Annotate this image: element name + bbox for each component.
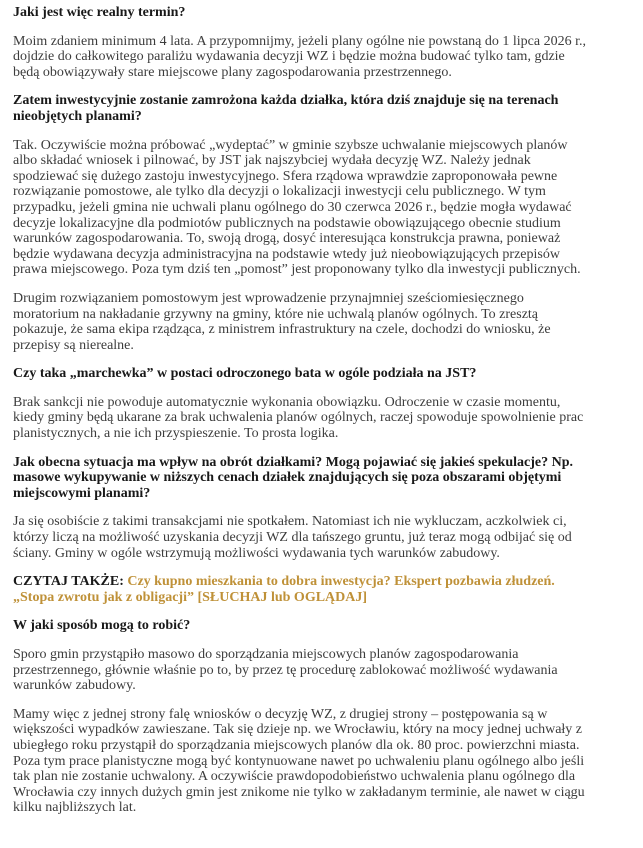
answer-paragraph: Drugim rozwiązaniem pomostowym jest wprowadzenie przynajmniej sześciomiesięcznego moratorium na nakładanie grzywny na gminy, które nie uchwalą planów ogólnych. To zresztą pokazuje, że sama ekipa rządząca, z ministrem infrastruktury na czele, dochodzi do wniosku, że przepisy są nierealne.: [13, 290, 551, 353]
answer-paragraph: Moim zdaniem minimum 4 lata. A przypomnijmy, jeżeli plany ogólne nie powstaną do 1 lipca 2026 r., dojdzie do całkowitego paraliżu wydawania decyzji WZ i będzie można budować tylko tam, gdzie będą obowiązywały stare miejscowe plany zagospodarowania przestrzennego.: [13, 33, 586, 80]
answer-paragraph: Tak. Oczywiście można próbować „wydeptać” w gminie szybsze uchwalanie miejscowych planów albo składać wniosek i pilnować, by JST jak najszybciej wydała decyzję WZ. Należy jednak spodziewać się dużego zastoju inwestycyjnego. Sfera rządowa wprawdzie zaproponowała pewne rozwiązanie pomostowe, ale tylko dla decyzji o lokalizacji inwestycji celu publicznego. W tym przypadku, jeżeli gmina nie uchwali planu ogólnego do 30 czerwca 2026 r., będzie mogła wydawać decyzje lokalizacyjne dla podmiotów publicznych na podstawie obowiązującego obecnie studium warunków zagospodarowania. To, swoją drogą, dosyć interesująca konstrukcja prawna, ponieważ będzie wydawana decyzja administracyjna na podstawie wtedy już nieobowiązujących przepisów prawa miejscowego. Poza tym dziś ten „pomost” jest proponowany tylko dla inwestycji publicznych.: [13, 137, 581, 278]
question-heading-zamrozona-dzialka: Zatem inwestycyjnie zostanie zamrożona każda działka, która dziś znajduje się na terenach nieobjętych planami?: [13, 93, 559, 124]
question-heading-w-jaki-sposob: W jaki sposób mogą to robić?: [13, 618, 191, 634]
question-heading-realny-termin: Jaki jest więc realny termin?: [13, 5, 186, 20]
answer-paragraph: Sporo gmin przystąpiło masowo do sporządzania miejscowych planów zagospodarowania przestrzennego, głównie właśnie po to, by przez tę procedurę zablokować możliwość wydawania warunków zabudowy.: [13, 647, 558, 694]
related-article-block: [13, 574, 591, 605]
answer-paragraph: Mamy więc z jednej strony falę wniosków o decyzję WZ, z drugiej strony – postępowania są w większości wypadków zawieszane. Tak się dzieje np. we Wrocławiu, który na mocy jednej uchwały z ubiegłego roku przystąpił do sporządzania miejscowych planów dla ok. 80 proc. powierzchni miasta. Poza tym prace planistyczne mogą być kontynuowane nawet po uchwaleniu planu ogólnego albo jeśli tak plan nie zostanie uchwalony. A oczywiście prawdopodobieństwo uchwalenia planu ogólnego dla Wrocławia czy innych dużych gmin jest znikome nie tylko w zakładanym terminie, ale nawet w ciągu kilku najbliższych lat.: [13, 706, 585, 816]
answer-paragraph: Ja się osobiście z takimi transakcjami nie spotkałem. Natomiast ich nie wykluczam, aczkolwiek ci, którzy liczą na możliwość uzyskania decyzji WZ dla tańszego gruntu, już teraz mogą odbijać się od ściany. Gminy w ogóle wstrzymują możliwości wydawania tych warunków zabudowy.: [13, 514, 572, 561]
answer-paragraph: Brak sankcji nie powoduje automatycznie wykonania obowiązku. Odroczenie w czasie momentu, kiedy gminy będą ukarane za brak uchwalenia planów ogólnych, raczej spowoduje spowolnienie prac planistycznych, a nie ich przyspieszenie. To prosta logika.: [13, 394, 584, 442]
related-article-link[interactable]: Czy kupno mieszkania to dobra inwestycja? Ekspert pozbawia złudzeń. „Stopa zwrotu jak z obligacji” [SŁUCHAJ lub OGLĄDAJ]: [13, 574, 555, 605]
question-heading-obrot-dzialkami: Jak obecna sytuacja ma wpływ na obrót działkami? Mogą pojawiać się jakieś spekulacje? Np. masowe wykupywanie w niższych cenach działek znajdujących się poza obszarami objętymi miejscowymi planami?: [13, 454, 574, 501]
question-heading-marchewka: Czy taka „marchewka” w postaci odroczonego bata w ogóle podziała na JST?: [13, 366, 477, 382]
related-label: CZYTAJ TAKŻE:: [13, 574, 124, 590]
